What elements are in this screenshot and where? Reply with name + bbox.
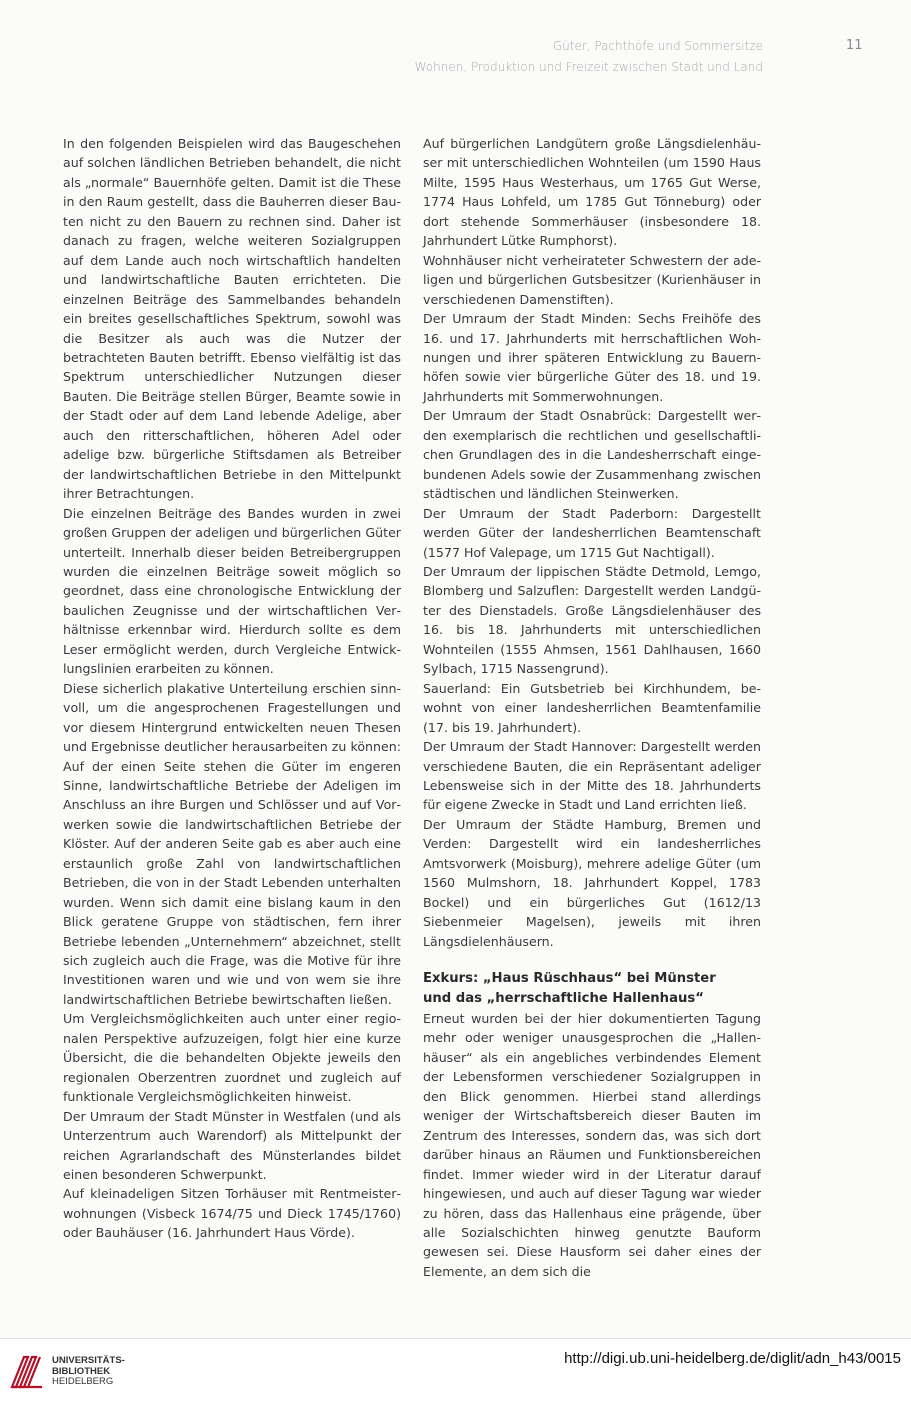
paragraph: Der Umraum der Stadt Paderborn: Dargestellt werden Güter der landesherrlichen Beamtenschaft (1577 Hof Valepage, um 1715 Gut Nachtigall). — [423, 505, 761, 560]
paragraph: Der Umraum der lippischen Städte Detmold, Lemgo, Blomberg und Salzuflen: Dargestellt werden Landgüter des Dienstadels. Große Längsdielenhäuser des 16. bis 18. Jahrhunderts mit unterschiedlichen Wohnteilen (1555 Ahmsen, 1561 Dahlhausen, 1660 Sylbach, 1715 Nassengrund). — [423, 563, 761, 677]
paragraph: Der Umraum der Stadt Minden: Sechs Freihöfe des 16. und 17. Jahrhunderts mit herrschaftlichen Wohnungen und ihrer späteren Entwicklung zu Bauernhöfen sowie vier bürgerliche Güter des 18. und 19. Jahrhunderts mit Sommerwohnungen. — [423, 311, 761, 404]
library-line: UNIVERSITÄTS- — [52, 1355, 125, 1366]
university-library-logo-icon[interactable] — [10, 1349, 44, 1389]
library-line: HEIDELBERG — [52, 1376, 114, 1387]
paragraph: Der Umraum der Stadt Osnabrück: Dargestellt werden exemplarisch die rechtlichen und gesellschaftlichen Grundlagen des in die Landesherrschaft eingebundenen Adels sowie der Zusammenhang zwischen städtischen und ländlichen Steinwerken. — [423, 408, 761, 502]
viewer-footer — [0, 1338, 911, 1403]
paragraph: Auf kleinadeligen Sitzen Torhäuser mit Rentmeisterwohnungen (Visbeck 1674/75 und Dieck 1745/1760) oder Bauhäuser (16. Jahrhundert Haus Vörde). — [63, 1186, 401, 1241]
paragraph: Sauerland: Ein Gutsbetrieb bei Kirchhundem, bewohnt von einer landesherrlichen Beamtenfamilie (17. bis 19. Jahrhundert). — [423, 680, 761, 735]
running-title-2: Wohnen, Produktion und Freizeit zwischen Stadt und Land — [414, 60, 763, 74]
paragraph: Die einzelnen Beiträge des Bandes wurden in zwei großen Gruppen der adeligen und bürgerlichen Güter unterteilt. Innerhalb dieser beiden Betreibergruppen wurden die einzelnen Beiträge soweit möglich so geordnet, dass eine chronologische Entwicklung der baulichen Zeugnisse und der wirtschaftlichen Verhältnisse erkennbar wird. Hierdurch sollte es dem Leser ermöglicht werden, durch Vergleiche Entwicklungslinien erarbeiten zu können. — [63, 505, 401, 677]
paragraph: Auf bürgerlichen Landgütern große Längsdielenhäuser mit unterschiedlichen Wohnteilen (um 1590 Haus Milte, 1595 Haus Westerhaus, um 1765 Gut Werse, 1774 Haus Lohfeld, um 1785 Gut Tönneburg) oder dort stehende Sommerhäuser (insbesondere 18. Jahrhundert Lütke Rumphorst). — [423, 136, 761, 249]
source-url-link[interactable]: http://digi.ub.uni-heidelberg.de/diglit/adn_h43/0015 — [564, 1350, 901, 1367]
paragraph: Der Umraum der Stadt Münster in Westfalen (und als Unterzentrum auch Warendorf) als Mittelpunkt der reichen Agrarlandschaft des Münsterlandes bildet einen besonderen Schwerpunkt. — [63, 1108, 401, 1183]
paragraph: Diese sicherlich plakative Unterteilung erschien sinnvoll, um die angesprochenen Fragestellungen und vor diesem Hintergrund entwickelten neuen Thesen und Ergebnisse deutlicher herausarbeiten zu können: Auf der einen Seite stehen die Güter im engeren Sinne, landwirtschaftliche Betriebe der Adeligen im Anschluss an ihre Burgen und Schlösser und auf Vorwerken sowie die landwirtschaftlichen Betriebe der Klöster. Auf der anderen Seite gab es aber auch eine erstaunlich große Zahl von landwirtschaftlichen Betrieben, die von in der Stadt Lebenden unterhalten wurden. Wenn sich damit eine bislang kaum in den Blick geratene Gruppe von städtischen, fern ihrer Betriebe lebenden „Unternehmern“ abzeichnet, stellt sich zugleich auch die Frage, was die Motive für ihre Investitionen waren und wie und von wem sie ihre landwirtschaftlichen Betriebe bewirtschaften ließen. — [63, 680, 401, 1007]
library-name[interactable] — [52, 1356, 125, 1388]
library-line: BIBLIOTHEK — [52, 1365, 111, 1377]
running-title-1: Güter, Pachthöfe und Sommersitze — [552, 39, 763, 53]
paragraph: Der Umraum der Stadt Hannover: Dargestellt werden verschiedene Bauten, die ein Repräsentant adeliger Lebensweise sich in der Mitte des 18. Jahrhunderts für eigene Zwecke in Stadt und Land errichten ließ. — [423, 739, 761, 813]
paragraph: Wohnhäuser nicht verheirateter Schwestern der adeligen und bürgerlichen Gutsbesitzer (Kurienhäuser in verschiedenen Damenstiften). — [423, 252, 761, 307]
running-head — [415, 36, 763, 78]
excursus-heading — [423, 969, 761, 1009]
right-column — [423, 134, 761, 1281]
excursus-heading-line: Exkurs: „Haus Rüschhaus“ bei Münster — [423, 971, 716, 987]
paragraph: Der Umraum der Städte Hamburg, Bremen und Verden: Dargestellt wird ein landesherrliches Amtsvorwerk (Moisburg), mehrere adelige Güter (um 1560 Mulmshorn, 18. Jahrhundert Koppel, 1783 Bockel) und ein bürgerliches Gut (1612/13 Siebenmeier Magelsen), jeweils mit ihren Längsdielenhäusern. — [423, 816, 761, 949]
excursus-heading-line: und das „herrschaftliche Hallenhaus“ — [423, 991, 704, 1007]
page-number: 11 — [846, 38, 863, 53]
excursus-paragraph: Erneut wurden bei der hier dokumentierten Tagung mehr oder weniger unausgesprochen die „Hallenhäuser“ als ein angebliches verbindendes Element der Lebensformen verschiedener Sozialgruppen in den Blick genommen. Hierbei stand allerdings weniger der Wirtschaftsbereich dieser Bauten im Zentrum des Interesses, sondern das, was sich dort darüber hinaus an Räumen und Funktionsbereichen findet. Immer wieder wird in der Literatur darauf hingewiesen, und auch auf dieser Tagung war wieder zu hören, dass das Hallenhaus eine prägende, über alle Sozialschichten hinweg genutzte Bauform gewesen sei. Diese Hausform sei daher eines der Elemente, an dem sich die — [423, 1011, 761, 1279]
left-column — [63, 134, 401, 1243]
paragraph: Um Vergleichsmöglichkeiten auch unter einer regionalen Perspektive aufzuzeigen, folgt hier eine kurze Übersicht, die die behandelten Objekte jeweils den regionalen Oberzentren zuordnet und zugleich auf funktionale Vergleichsmöglichkeiten hinweist. — [63, 1011, 401, 1105]
paragraph: In den folgenden Beispielen wird das Baugeschehen auf solchen ländlichen Betrieben behandelt, die nicht als „normale“ Bauernhöfe gelten. Damit ist die These in den Raum gestellt, dass die Bauherren dieser Bauten nicht zu den Bauern zu rechnen sind. Daher ist danach zu fragen, welche weiteren Sozialgruppen auf dem Lande auch noch wirtschaftlich handelten und landwirtschaftliche Bauten errichteten. Die einzelnen Beiträge des Sammelbandes behandeln ein breites gesellschaftliches Spektrum, sowohl was die Besitzer als auch was die Nutzer der betrachteten Bauten betrifft. Ebenso vielfältig ist das Spektrum unterschiedlicher Nutzungen dieser Bauten. Die Beiträge stellen Bürger, Beamte sowie in der Stadt oder auf dem Land lebende Adelige, aber auch den ritterschaftlichen, höheren Adel oder adelige bzw. bürgerliche Stiftsdamen als Betreiber der landwirtschaftlichen Betriebe in den Mittelpunkt ihrer Betrachtungen. — [63, 136, 401, 502]
